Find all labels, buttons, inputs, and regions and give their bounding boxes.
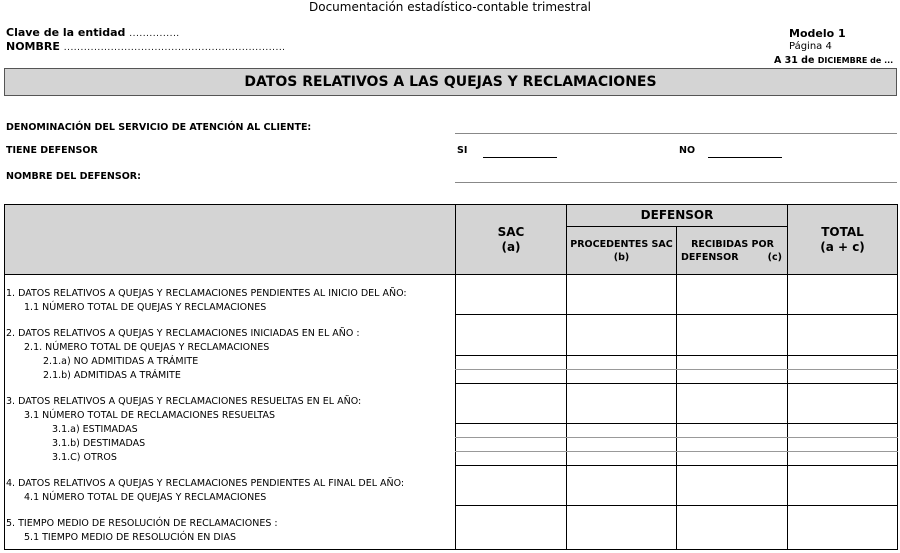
no-label: NO [679,145,696,156]
col-recibidas-sub: (c) [767,252,782,263]
entity-name [6,40,286,53]
col-total-sub: (a + c) [820,240,865,254]
col-procedentes-label: PROCEDENTES SAC [570,239,673,250]
row-line [455,465,898,466]
row-label: 4.1 NÚMERO TOTAL DE QUEJAS Y RECLAMACIONES [24,492,267,503]
name-dots: .................................................................. [63,43,286,53]
model-label: Modelo 1 [789,27,846,40]
col-procedentes-header [567,238,676,264]
row-line [455,423,898,424]
row-line [455,314,898,315]
service-name-label: DENOMINACIÓN DEL SERVICIO DE ATENCIÓN AL CLIENTE: [6,122,312,133]
row-label: 3. DATOS RELATIVOS A QUEJAS Y RECLAMACIONES RESUELTAS EN EL AÑO: [6,396,362,407]
row-label: 5. TIEMPO MEDIO DE RESOLUCIÓN DE RECLAMACIONES : [6,518,278,529]
service-name-line [455,133,897,134]
row-label: 3.1 NÚMERO TOTAL DE RECLAMACIONES RESUELTAS [24,410,275,421]
col-recibidas-header [681,238,784,264]
yes-input-line[interactable] [483,157,557,158]
col-sac-label: SAC [497,225,525,239]
no-input-line[interactable] [708,157,782,158]
entity-key [6,26,180,39]
name-label: NOMBRE [6,40,60,53]
row-label: 2.1.b) ADMITIDAS A TRÁMITE [43,370,181,381]
page-number: Página 4 [789,41,832,52]
document-title: Documentación estadístico-contable trimestral [308,0,592,14]
report-date [774,55,893,66]
row-line [455,451,898,452]
row-label: 1.1 NÚMERO TOTAL DE QUEJAS Y RECLAMACIONES [24,302,267,313]
row-line [455,437,898,438]
date-prefix: A 31 de [774,55,815,66]
date-month: DICIEMBRE de ... [817,56,894,65]
row-line [455,369,898,370]
header-bottom-line [4,274,898,275]
row-line [455,355,898,356]
col-recibidas-label: RECIBIDAS POR [691,239,774,250]
row-label: 2.1.a) NO ADMITIDAS A TRÁMITE [43,356,199,367]
defensor-divider [566,226,787,227]
has-defender-label: TIENE DEFENSOR [6,145,98,156]
row-label: 2. DATOS RELATIVOS A QUEJAS Y RECLAMACIONES INICIADAS EN EL AÑO : [6,328,360,339]
row-label: 3.1.b) DESTIMADAS [52,438,146,449]
row-line [455,505,898,506]
col-divider [787,204,788,550]
row-label: 5.1 TIEMPO MEDIO DE RESOLUCIÓN EN DIAS [24,532,237,543]
col-procedentes-sub: (b) [613,252,630,263]
section-banner: DATOS RELATIVOS A LAS QUEJAS Y RECLAMACIONES [4,68,897,96]
defender-name-label: NOMBRE DEL DEFENSOR: [6,171,141,182]
row-label: 4. DATOS RELATIVOS A QUEJAS Y RECLAMACIONES PENDIENTES AL FINAL DEL AÑO: [6,478,405,489]
entity-key-label: Clave de la entidad [6,26,126,39]
col-divider [455,204,456,550]
row-label: 3.1.a) ESTIMADAS [52,424,138,435]
col-defensor-header: DEFENSOR [640,208,714,222]
col-recibidas-label-2: DEFENSOR [681,252,739,263]
col-total-label: TOTAL [821,225,864,239]
col-sac-header [456,225,566,255]
row-label: 2.1. NÚMERO TOTAL DE QUEJAS Y RECLAMACIONES [24,342,270,353]
row-line [455,383,898,384]
yes-label: SI [457,145,468,156]
col-sac-sub: (a) [501,240,521,254]
entity-key-dots: ............... [129,29,180,39]
defender-name-line [455,182,897,183]
col-total-header [788,225,897,255]
row-label: 1. DATOS RELATIVOS A QUEJAS Y RECLAMACIONES PENDIENTES AL INICIO DEL AÑO: [6,288,407,299]
row-label: 3.1.C) OTROS [52,452,117,463]
